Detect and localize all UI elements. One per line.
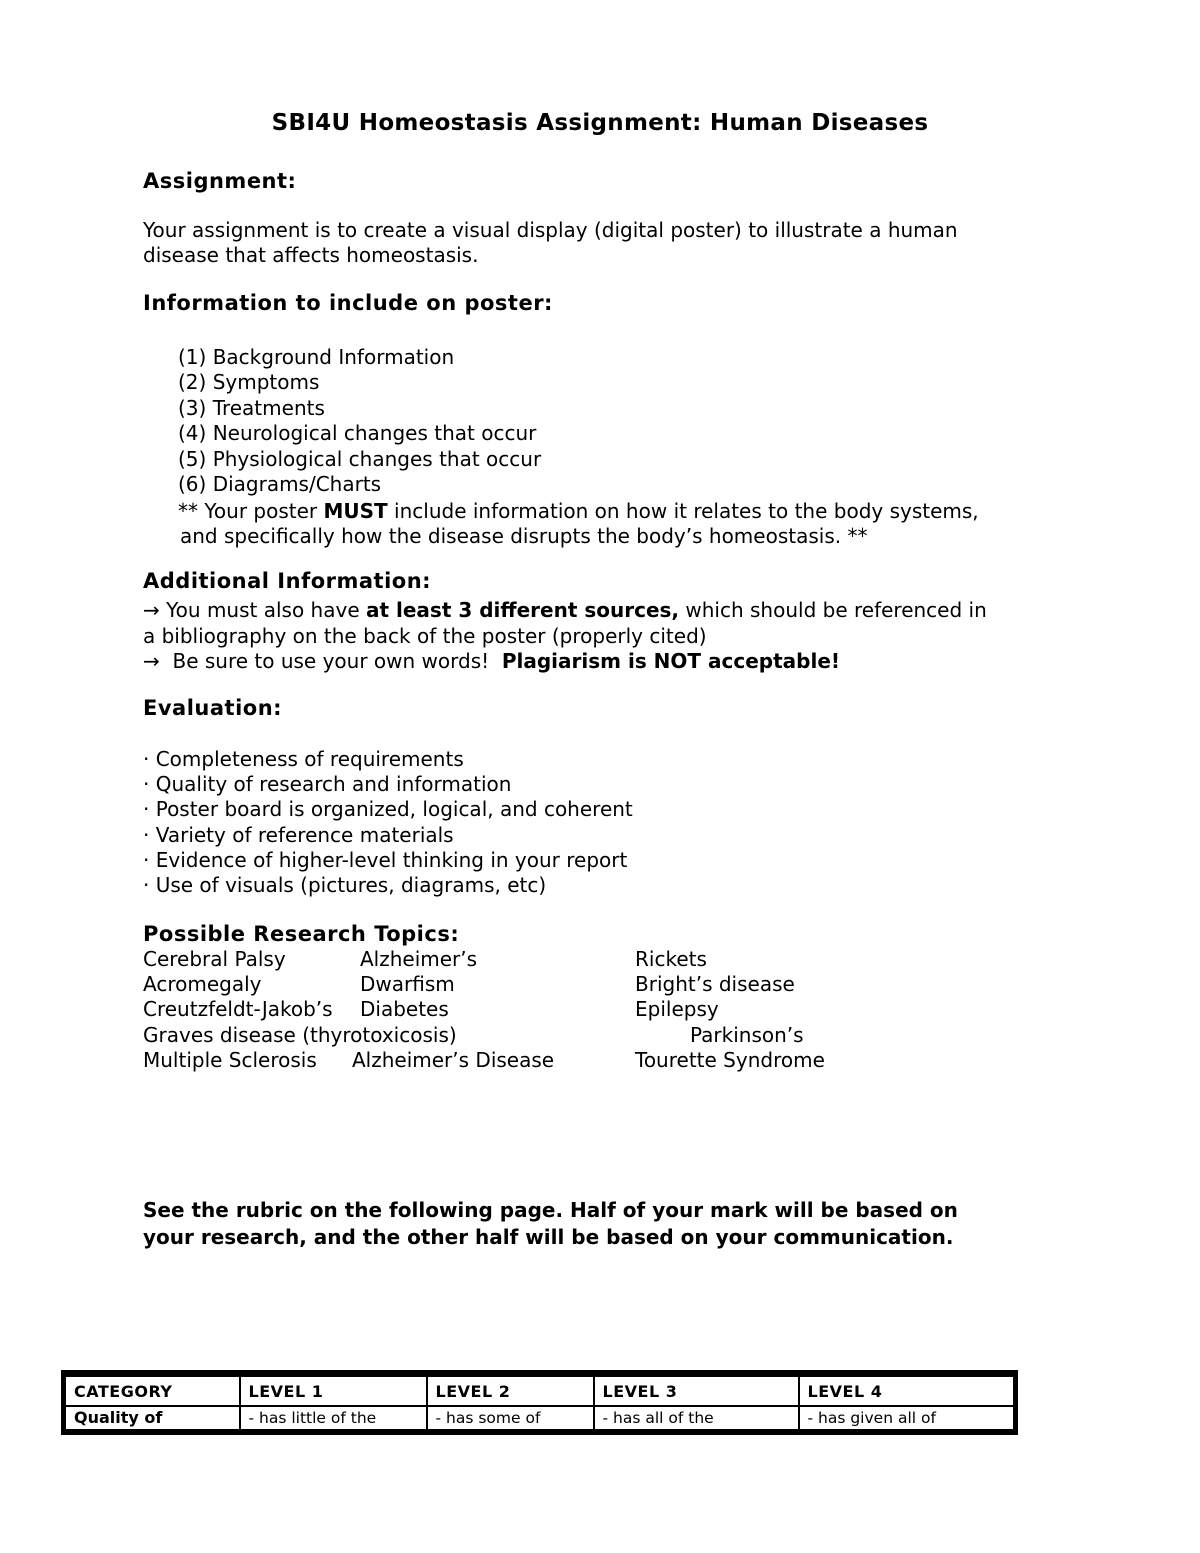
topic: Alzheimer’s Disease bbox=[352, 1047, 555, 1072]
list-item: · Evidence of higher-level thinking in your report bbox=[143, 847, 628, 872]
topics-row bbox=[143, 1023, 1063, 1048]
assignment-line-1: Your assignment is to create a visual display (digital poster) to illustrate a human bbox=[143, 218, 958, 242]
rubric-cell-level4: - has given all of bbox=[799, 1406, 1016, 1432]
rubric-note-line-2: your research, and the other half will be based on your communication. bbox=[143, 1225, 954, 1249]
info-list bbox=[178, 345, 541, 497]
additional-info-heading: Additional Information: bbox=[143, 569, 432, 593]
topics-row bbox=[143, 947, 1063, 972]
sources-emphasis: at least 3 different sources, bbox=[365, 598, 680, 622]
topics-list bbox=[143, 947, 1063, 1073]
note-emphasis-must: MUST bbox=[323, 499, 388, 523]
rubric-header-level1: LEVEL 1 bbox=[240, 1374, 427, 1407]
topic: Parkinson’s bbox=[690, 1022, 804, 1047]
topic: Graves disease (thyrotoxicosis) bbox=[143, 1022, 457, 1047]
additional-line-2: a bibliography on the back of the poster (properly cited) bbox=[143, 623, 707, 648]
rubric-table bbox=[61, 1370, 1018, 1435]
rubric-header-level4: LEVEL 4 bbox=[799, 1374, 1016, 1407]
topic: Acromegaly bbox=[143, 972, 262, 997]
topic: Bright’s disease bbox=[635, 972, 795, 997]
arrow-bullet-text: → You must also have bbox=[143, 598, 366, 622]
assignment-paragraph bbox=[143, 218, 958, 269]
topics-row bbox=[143, 1048, 1063, 1073]
topic: Multiple Sclerosis bbox=[143, 1047, 317, 1072]
rubric-cell-level1: - has little of the bbox=[240, 1406, 427, 1432]
additional-text: which should be referenced in bbox=[679, 598, 987, 622]
rubric-header-level2: LEVEL 2 bbox=[427, 1374, 594, 1407]
topic: Epilepsy bbox=[635, 997, 719, 1022]
additional-line-1 bbox=[143, 598, 987, 624]
list-item: (4) Neurological changes that occur bbox=[178, 421, 537, 446]
evaluation-heading: Evaluation: bbox=[143, 696, 283, 720]
topic: Dwarfism bbox=[360, 972, 455, 997]
topic: Tourette Syndrome bbox=[635, 1047, 825, 1072]
topic: Creutzfeldt-Jakob’s bbox=[143, 997, 333, 1022]
assignment-heading: Assignment: bbox=[143, 169, 297, 193]
list-item: · Poster board is organized, logical, and coherent bbox=[143, 797, 633, 822]
rubric-header-category: CATEGORY bbox=[64, 1374, 240, 1407]
poster-requirement-note bbox=[178, 499, 979, 550]
rubric-data-row bbox=[64, 1406, 1016, 1432]
plagiarism-emphasis: Plagiarism is NOT acceptable! bbox=[501, 649, 841, 673]
list-item: · Quality of research and information bbox=[143, 772, 512, 797]
list-item: · Variety of reference materials bbox=[143, 822, 454, 847]
rubric-note-paragraph bbox=[143, 1197, 958, 1251]
list-item: (6) Diagrams/Charts bbox=[178, 472, 382, 497]
additional-info-block bbox=[143, 598, 987, 675]
topic: Alzheimer’s bbox=[360, 947, 478, 971]
rubric-header-level3: LEVEL 3 bbox=[594, 1374, 799, 1407]
list-item: · Use of visuals (pictures, diagrams, etc) bbox=[143, 873, 547, 898]
rubric-cell-level2: - has some of bbox=[427, 1406, 594, 1432]
list-item: (2) Symptoms bbox=[178, 370, 320, 395]
topic: Diabetes bbox=[360, 997, 449, 1022]
note-text: ** Your poster bbox=[178, 499, 324, 523]
topics-row bbox=[143, 997, 1063, 1022]
assignment-line-2: disease that affects homeostasis. bbox=[143, 243, 479, 268]
poster-note-line-2: and specifically how the disease disrupts the body’s homeostasis. ** bbox=[180, 524, 868, 549]
list-item: (5) Physiological changes that occur bbox=[178, 446, 542, 471]
poster-note-line-1 bbox=[178, 499, 979, 524]
rubric-table-container bbox=[61, 1370, 1018, 1435]
additional-line-3 bbox=[143, 649, 987, 675]
info-heading: Information to include on poster: bbox=[143, 291, 553, 315]
topics-heading: Possible Research Topics: bbox=[143, 922, 460, 946]
topic: Cerebral Palsy bbox=[143, 947, 286, 971]
rubric-cell-level3: - has all of the bbox=[594, 1406, 799, 1432]
list-item: (3) Treatments bbox=[178, 395, 325, 420]
topic: Rickets bbox=[635, 947, 707, 971]
evaluation-list bbox=[143, 747, 633, 898]
page-title: SBI4U Homeostasis Assignment: Human Diseases bbox=[271, 110, 929, 136]
note-text: include information on how it relates to the body systems, bbox=[387, 499, 979, 523]
rubric-note-line-1: See the rubric on the following page. Half of your mark will be based on bbox=[143, 1198, 958, 1222]
arrow-bullet-text: → Be sure to use your own words! bbox=[143, 649, 502, 673]
rubric-header-row bbox=[64, 1374, 1016, 1407]
list-item: · Completeness of requirements bbox=[143, 747, 464, 771]
list-item: (1) Background Information bbox=[178, 345, 455, 369]
topics-row bbox=[143, 972, 1063, 997]
rubric-cell-category: Quality of bbox=[64, 1406, 240, 1432]
